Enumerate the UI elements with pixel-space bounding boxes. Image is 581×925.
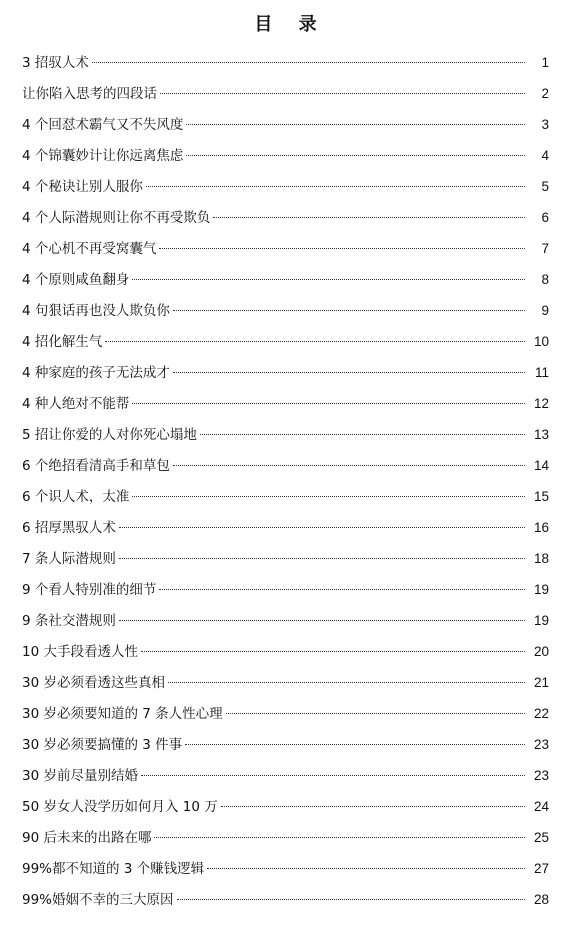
toc-entry-page-number: 20	[533, 644, 549, 659]
toc-entry-page-number: 11	[534, 365, 549, 380]
toc-entry-title: 3 招驭人术	[22, 55, 89, 71]
toc-entry[interactable]	[22, 760, 549, 791]
toc-entry-title: 让你陷入思考的四段话	[22, 86, 157, 102]
toc-entry[interactable]	[22, 853, 549, 884]
toc-entry-title: 10 大手段看透人性	[22, 644, 138, 660]
toc-entry-page-number: 28	[533, 892, 549, 907]
toc-entry-page-number: 2	[541, 86, 549, 101]
dot-leader	[200, 434, 525, 435]
toc-entry[interactable]	[22, 47, 549, 78]
dot-leader	[173, 372, 525, 373]
dot-leader	[146, 186, 525, 187]
toc-entry-title: 9 个看人特别准的细节	[22, 582, 157, 598]
toc-entry[interactable]	[22, 543, 549, 574]
toc-entry-page-number: 12	[533, 396, 549, 411]
toc-entry[interactable]	[22, 171, 549, 202]
toc-entry[interactable]	[22, 605, 549, 636]
toc-entry-page-number: 9	[541, 303, 549, 318]
toc-entry-title: 90 后未来的出路在哪	[22, 830, 152, 846]
toc-entry-title: 6 个识人术，太准	[22, 489, 130, 505]
dot-leader	[213, 217, 525, 218]
toc-entry[interactable]	[22, 326, 549, 357]
dot-leader	[119, 620, 525, 621]
toc-entry-page-number: 6	[541, 210, 549, 225]
dot-leader	[186, 124, 525, 125]
dot-leader	[159, 589, 525, 590]
toc-entry-page-number: 24	[533, 799, 549, 814]
toc-entry-page-number: 25	[533, 830, 549, 845]
toc-list	[22, 47, 549, 915]
toc-entry[interactable]	[22, 140, 549, 171]
toc-entry-page-number: 16	[533, 520, 549, 535]
toc-entry-title: 30 岁必须要知道的 7 条人性心理	[22, 706, 223, 722]
dot-leader	[132, 279, 525, 280]
dot-leader	[207, 868, 525, 869]
toc-entry-title: 50 岁女人没学历如何月入 10 万	[22, 799, 218, 815]
toc-entry-title: 4 个人际潜规则让你不再受欺负	[22, 210, 211, 226]
toc-entry[interactable]	[22, 822, 549, 853]
toc-entry-page-number: 15	[533, 489, 549, 504]
toc-entry[interactable]	[22, 791, 549, 822]
toc-entry-page-number: 22	[533, 706, 549, 721]
toc-entry-page-number: 8	[541, 272, 549, 287]
toc-entry[interactable]	[22, 636, 549, 667]
toc-entry[interactable]	[22, 512, 549, 543]
toc-entry-title: 4 个回怼术霸气又不失风度	[22, 117, 184, 133]
dot-leader	[168, 682, 525, 683]
toc-entry-page-number: 18	[533, 551, 549, 566]
toc-entry-title: 4 招化解生气	[22, 334, 103, 350]
toc-entry[interactable]	[22, 481, 549, 512]
toc-entry[interactable]	[22, 574, 549, 605]
toc-entry-title: 7 条人际潜规则	[22, 551, 116, 567]
toc-entry-title: 4 种人绝对不能帮	[22, 396, 130, 412]
toc-entry[interactable]	[22, 884, 549, 915]
toc-entry-title: 6 招厚黑驭人术	[22, 520, 116, 536]
dot-leader	[221, 806, 525, 807]
toc-entry[interactable]	[22, 109, 549, 140]
dot-leader	[173, 310, 525, 311]
toc-entry-page-number: 14	[533, 458, 549, 473]
toc-entry[interactable]	[22, 357, 549, 388]
toc-entry-title: 5 招让你爱的人对你死心塌地	[22, 427, 197, 443]
toc-entry-page-number: 7	[541, 241, 549, 256]
toc-entry-title: 4 句狠话再也没人欺负你	[22, 303, 170, 319]
dot-leader	[132, 496, 525, 497]
toc-entry[interactable]	[22, 450, 549, 481]
dot-leader	[105, 341, 525, 342]
dot-leader	[119, 527, 525, 528]
dot-leader	[160, 93, 525, 94]
toc-entry-title: 30 岁必须看透这些真相	[22, 675, 165, 691]
toc-entry-page-number: 1	[541, 55, 549, 70]
toc-entry-page-number: 4	[541, 148, 549, 163]
toc-entry-page-number: 23	[533, 737, 549, 752]
toc-entry-title: 4 个原则咸鱼翻身	[22, 272, 130, 288]
dot-leader	[154, 837, 525, 838]
toc-entry[interactable]	[22, 264, 549, 295]
toc-entry-title: 4 个秘诀让别人服你	[22, 179, 143, 195]
toc-entry-page-number: 27	[533, 861, 549, 876]
toc-entry-title: 30 岁必须要搞懂的 3 件事	[22, 737, 183, 753]
toc-entry-title: 9 条社交潜规则	[22, 613, 116, 629]
dot-leader	[141, 775, 525, 776]
toc-title: 目 录	[254, 14, 327, 35]
toc-entry[interactable]	[22, 729, 549, 760]
dot-leader	[185, 744, 525, 745]
dot-leader	[159, 248, 525, 249]
toc-entry-page-number: 5	[541, 179, 549, 194]
toc-entry-page-number: 21	[533, 675, 549, 690]
toc-entry[interactable]	[22, 202, 549, 233]
dot-leader	[119, 558, 525, 559]
toc-entry-page-number: 13	[533, 427, 549, 442]
dot-leader	[92, 62, 525, 63]
dot-leader	[186, 155, 525, 156]
toc-entry[interactable]	[22, 698, 549, 729]
toc-entry[interactable]	[22, 388, 549, 419]
toc-entry[interactable]	[22, 419, 549, 450]
dot-leader	[177, 899, 525, 900]
toc-entry-title: 4 种家庭的孩子无法成才	[22, 365, 170, 381]
toc-entry-page-number: 3	[541, 117, 549, 132]
toc-entry-title: 6 个绝招看清高手和草包	[22, 458, 170, 474]
toc-entry[interactable]	[22, 233, 549, 264]
toc-entry[interactable]	[22, 295, 549, 326]
toc-entry-title: 4 个心机不再受窝囊气	[22, 241, 157, 257]
toc-entry-page-number: 19	[533, 613, 549, 628]
toc-entry-page-number: 19	[533, 582, 549, 597]
toc-entry[interactable]	[22, 667, 549, 698]
toc-entry-title: 30 岁前尽量别结婚	[22, 768, 138, 784]
dot-leader	[141, 651, 525, 652]
toc-entry-page-number: 10	[533, 334, 549, 349]
toc-entry[interactable]	[22, 78, 549, 109]
dot-leader	[132, 403, 525, 404]
dot-leader	[173, 465, 525, 466]
toc-entry-title: 99%婚姻不幸的三大原因	[22, 892, 174, 908]
toc-entry-page-number: 23	[533, 768, 549, 783]
dot-leader	[226, 713, 525, 714]
toc-entry-title: 4 个锦囊妙计让你远离焦虑	[22, 148, 184, 164]
toc-entry-title: 99%都不知道的 3 个赚钱逻辑	[22, 861, 205, 877]
